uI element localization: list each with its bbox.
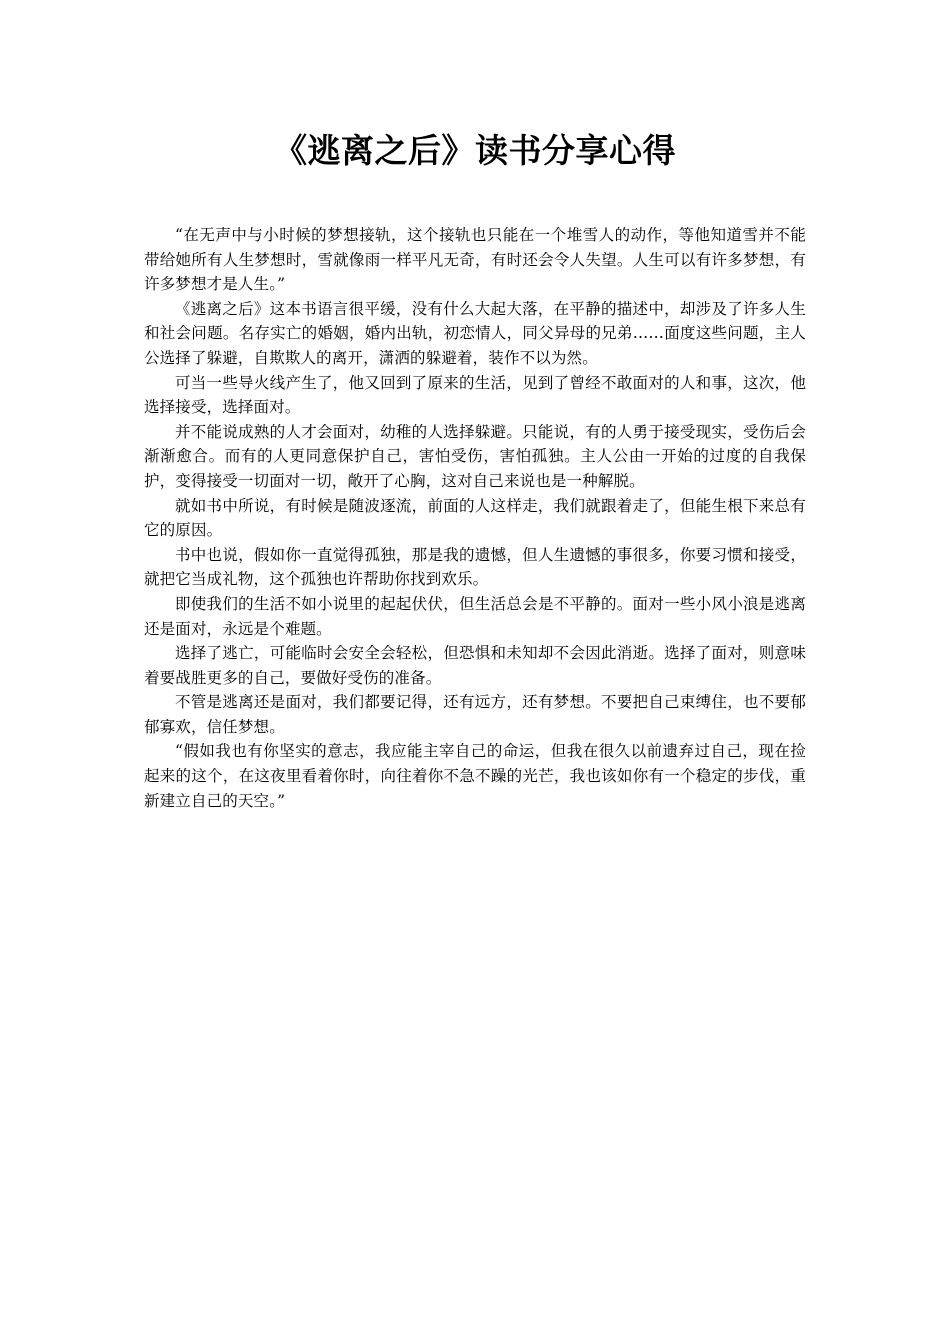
paragraph: 《逃离之后》这本书语言很平缓，没有什么大起大落，在平静的描述中，却涉及了许多人生和社会问题。名存实亡的婚姻，婚内出轨，初恋情人，同父异母的兄弟……面度这些问题，主人公选择了躲避，自欺欺人的离开，潇洒的躲避着，装作不以为然。 <box>144 299 806 367</box>
paragraph: 可当一些导火线产生了，他又回到了原来的生活，见到了曾经不敢面对的人和事，这次，他选择接受，选择面对。 <box>144 373 806 417</box>
paragraph: 书中也说，假如你一直觉得孤独，那是我的遗憾，但人生遗憾的事很多，你要习惯和接受，就把它当成礼物，这个孤独也许帮助你找到欢乐。 <box>144 545 806 589</box>
paragraph: “假如我也有你坚实的意志，我应能主宰自己的命运，但我在很久以前遗弃过自己，现在捡起来的这个，在这夜里看着你时，向往着你不急不躁的光芒，我也该如你有一个稳定的步伐，重新建立自己的天空。” <box>144 742 806 810</box>
paragraph: 即使我们的生活不如小说里的起起伏伏，但生活总会是不平静的。面对一些小风小浪是逃离还是面对，永远是个难题。 <box>144 594 806 638</box>
document-body <box>144 223 806 813</box>
paragraph: 选择了逃亡，可能临时会安全会轻松，但恐惧和未知却不会因此消逝。选择了面对，则意味着要战胜更多的自己，要做好受伤的准备。 <box>144 644 806 687</box>
document-title: 《逃离之后》读书分享心得 <box>274 131 676 170</box>
paragraph: “在无声中与小时候的梦想接轨，这个接轨也只能在一个堆雪人的动作，等他知道雪并不能带给她所有人生梦想时，雪就像雨一样平凡无奇，有时还会令人失望。人生可以有许多梦想，有许多梦想才是人生。” <box>144 226 806 294</box>
paragraph: 不管是逃离还是面对，我们都要记得，还有远方，还有梦想。不要把自己束缚住，也不要郁郁寡欢，信任梦想。 <box>144 693 806 736</box>
paragraph: 并不能说成熟的人才会面对，幼稚的人选择躲避。只能说，有的人勇于接受现实，受伤后会渐渐愈合。而有的人更同意保护自己，害怕受伤，害怕孤独。主人公由一开始的过度的自我保护，变得接受一切面对一切，敞开了心胸，这对自己来说也是一种解脱。 <box>144 422 806 490</box>
paragraph: 就如书中所说，有时候是随波逐流，前面的人这样走，我们就跟着走了，但能生根下来总有它的原因。 <box>144 496 806 540</box>
